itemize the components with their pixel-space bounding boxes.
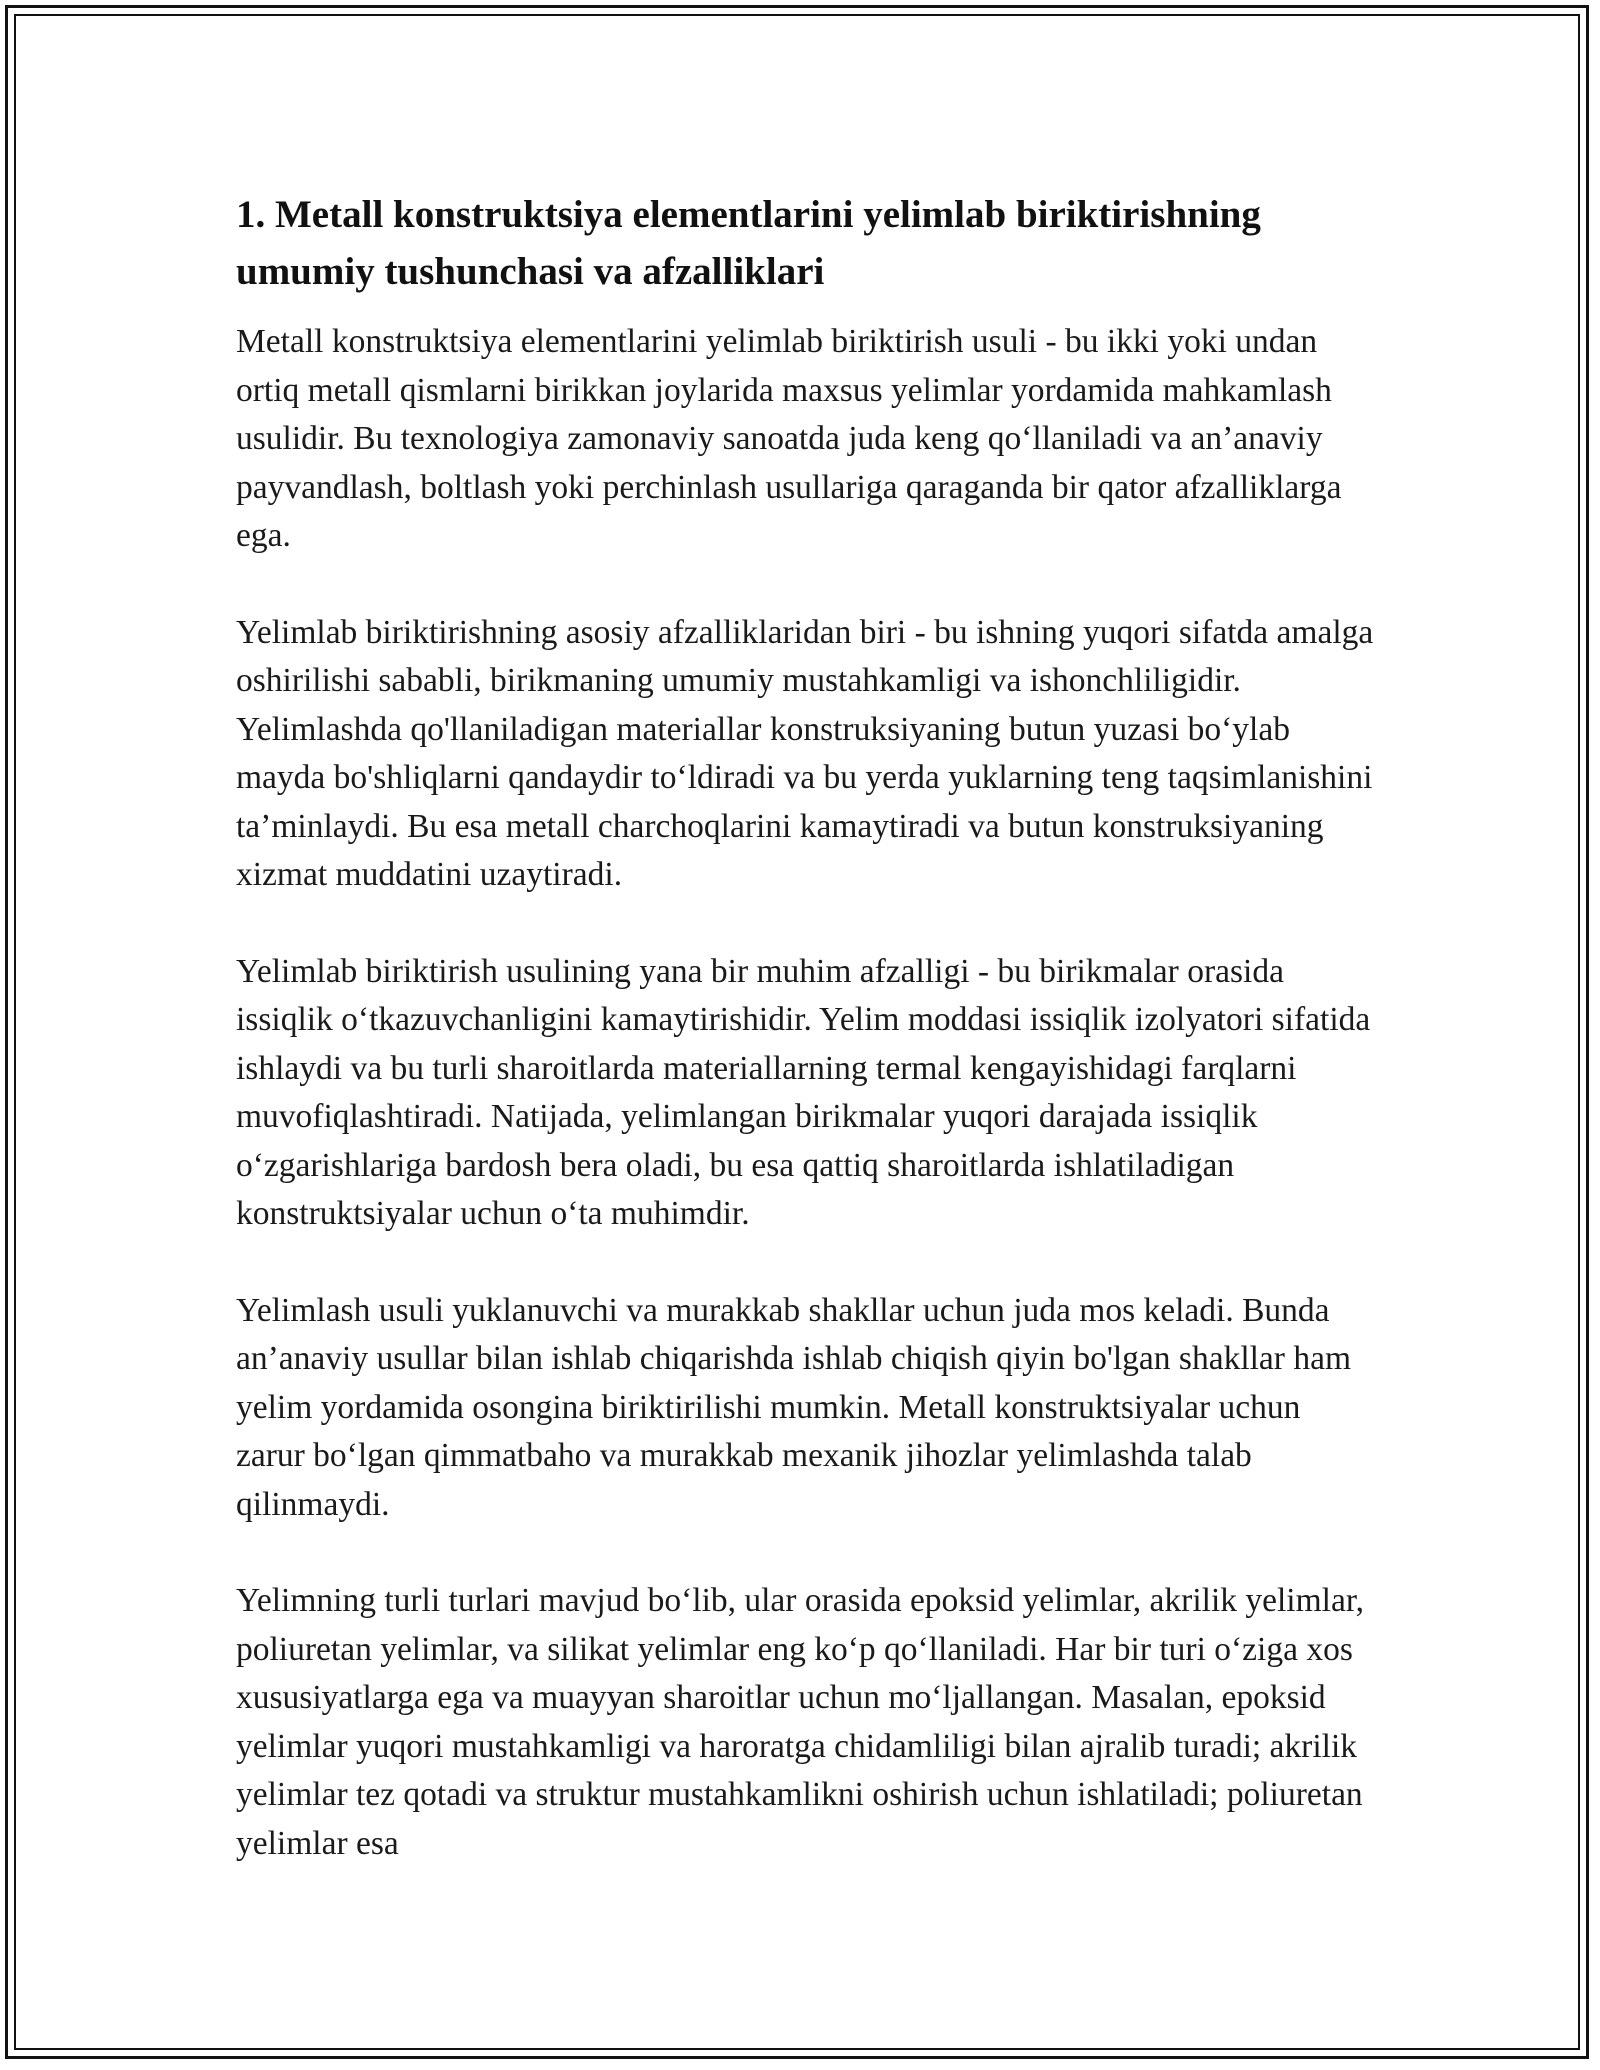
paragraph-3: Yelimlab biriktirish usulining yana bir muhim afzalligi - bu birikmalar orasida issiqlik o‘tkazuvchanligini kamaytirishidir. Yelim moddasi issiqlik izolyatori sifatida ishlaydi va bu turli sharoitlarda materiallarning termal kengayishidagi farqlarni muvofiqlashtiradi. Natijada, yelimlangan birikmalar yuqori darajada issiqlik o‘zgarishlariga bardosh bera oladi, bu esa qattiq sharoitlarda ishlatiladigan konstruktsiyalar uchun o‘ta muhimdir. [236,952,1371,1232]
section-heading: 1. Metall konstruktsiya elementlarini yelimlab biriktirishning umumiy tushunchasi va afzalliklari [236,193,1261,293]
document-body [236,186,1376,1916]
paragraph-2: Yelimlab biriktirishning asosiy afzalliklaridan biri - bu ishning yuqori sifatda amalga oshirilishi sababli, birikmaning umumiy mustahkamligi va ishonchliligidir. Yelimlashda qo'llaniladigan materiallar konstruksiyaning butun yuzasi bo‘ylab mayda bo'shliqlarni qandaydir to‘ldiradi va bu yerda yuklarning teng taqsimlanishini ta’minlaydi. Bu esa metall charchoqlarini kamaytiradi va butun konstruksiyaning xizmat muddatini uzaytiradi. [236,613,1374,893]
paragraph-1: Metall konstruktsiya elementlarini yelimlab biriktirish usuli - bu ikki yoki undan ortiq metall qismlarni birikkan joylarida maxsus yelimlar yordamida mahkamlash usulidir. Bu texnologiya zamonaviy sanoatda juda keng qo‘llaniladi va an’anaviy payvandlash, boltlash yoki perchinlash usullariga qaraganda bir qator afzalliklarga ega. [236,323,1342,554]
paragraph-5: Yelimning turli turlari mavjud bo‘lib, ular orasida epoksid yelimlar, akrilik yelimlar, poliuretan yelimlar, va silikat yelimlar eng ko‘p qo‘llaniladi. Har bir turi o‘ziga xos xususiyatlarga ega va muayyan sharoitlar uchun mo‘ljallangan. Masalan, epoksid yelimlar yuqori mustahkamligi va haroratga chidamliligi bilan ajralib turadi; akrilik yelimlar tez qotadi va struktur mustahkamlikni oshirish uchun ishlatiladi; poliuretan yelimlar esa [236,1582,1365,1862]
paragraph-4: Yelimlash usuli yuklanuvchi va murakkab shakllar uchun juda mos keladi. Bunda an’anaviy usullar bilan ishlab chiqarishda ishlab chiqish qiyin bo'lgan shakllar ham yelim yordamida osongina biriktirilishi mumkin. Metall konstruktsiyalar uchun zarur bo‘lgan qimmatbaho va murakkab mexanik jihozlar yelimlashda talab qilinmaydi. [236,1291,1352,1523]
